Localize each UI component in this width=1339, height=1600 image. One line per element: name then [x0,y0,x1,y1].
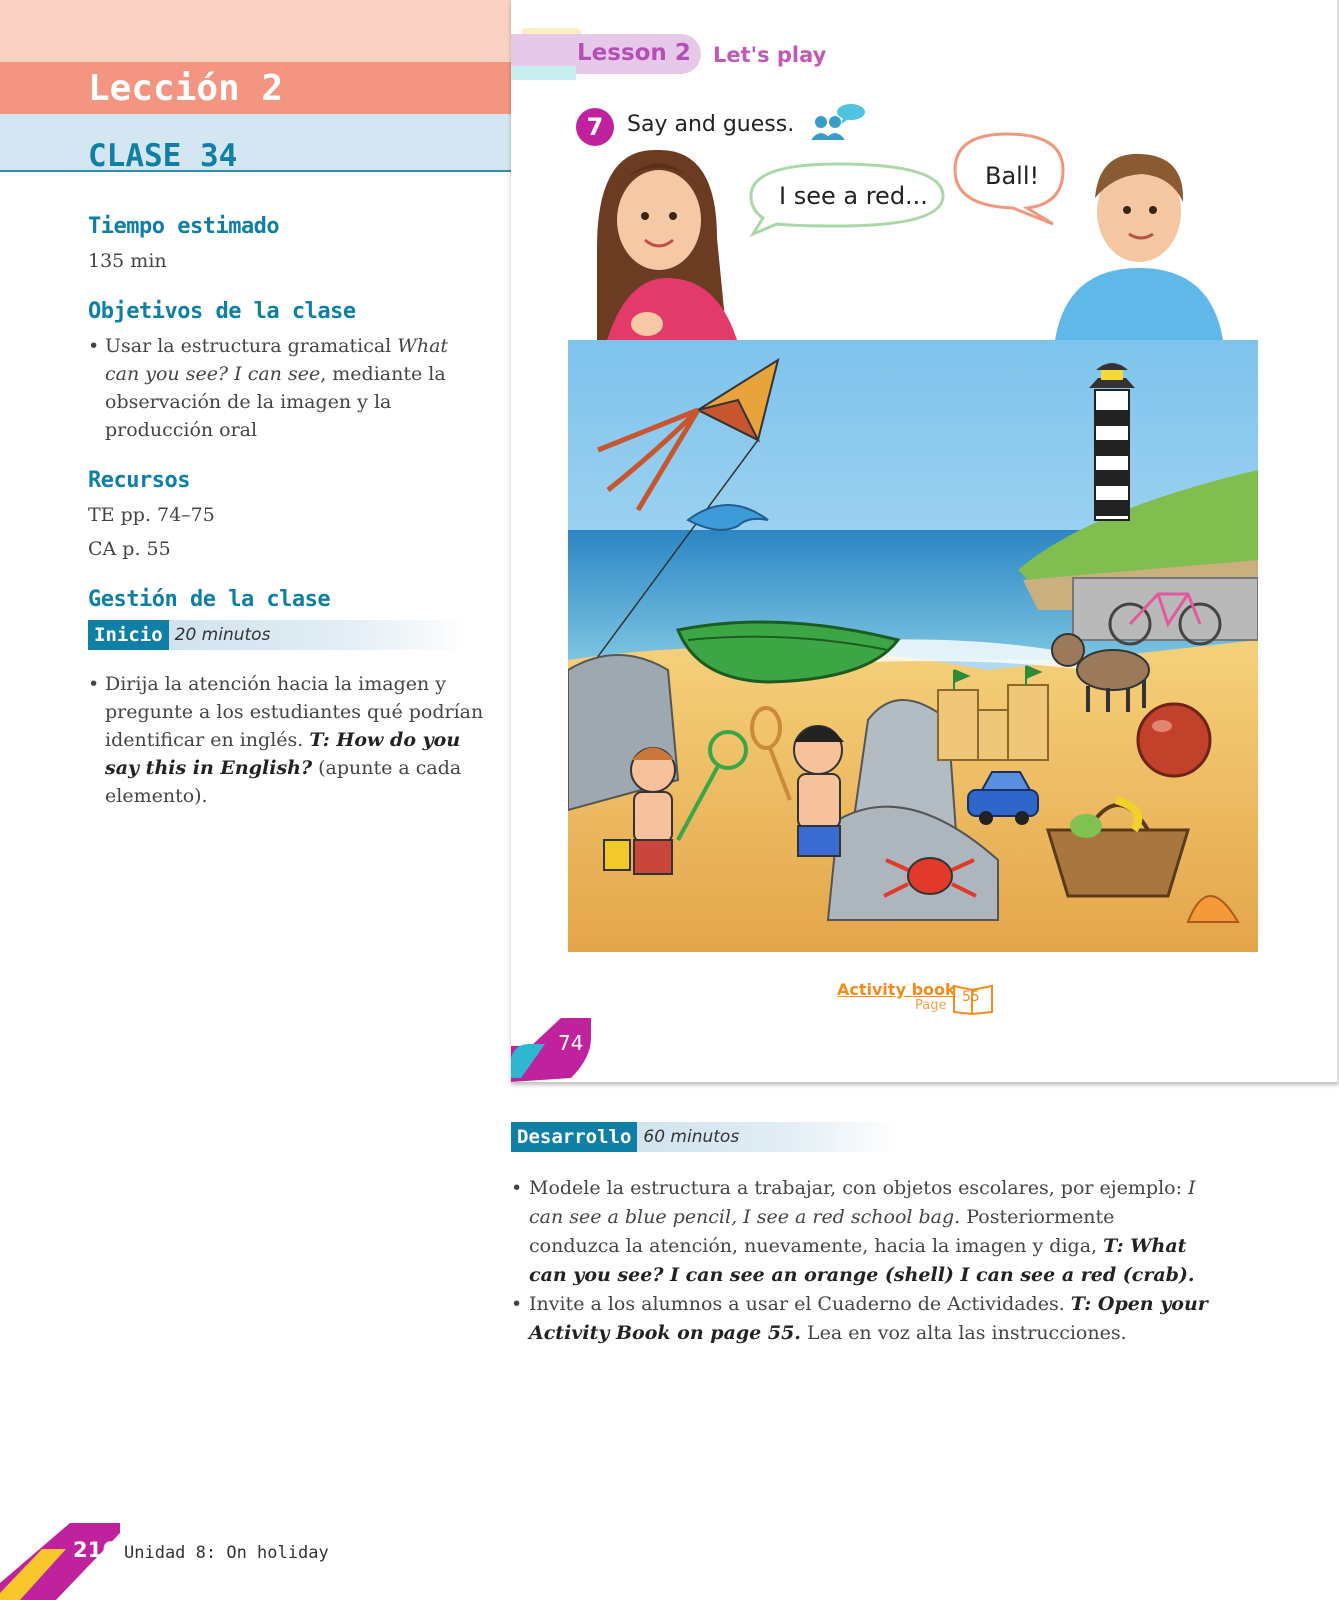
inicio-label: Inicio [88,620,169,650]
objetivo-text-suffix: , mediante la observación de la imagen y la producción oral [105,363,446,441]
inicio-text-end: (apunte a cada elemento). [105,757,462,807]
children-illustration [567,128,1243,340]
inicio-bold: T: How do you say this in English? [105,729,461,779]
header-band-clase [0,114,511,172]
activity-book-page-number: 55 [962,989,980,1005]
desarrollo-section [511,1122,1211,1348]
inicio-text: Dirija la atención hacia la imagen y pregunte a los estudiantes qué podrían identificar en inglés. [105,673,484,751]
objetivos-heading: Objetivos de la clase [88,299,356,324]
boy-figure [1055,154,1223,340]
desarrollo-item-2 [511,1290,1211,1348]
inicio-time: 20 minutos [169,620,469,650]
objetivo-text: Usar la estructura gramatical [105,335,398,357]
activity-book-page-label: Page [915,998,947,1013]
girl-speech-bubble [751,164,943,234]
tiempo-value: 135 min [88,250,167,272]
objetivos-list [88,332,488,444]
header-band-top [0,0,511,62]
recursos-line1: TE pp. 74–75 [88,504,215,526]
inicio-list [88,670,488,810]
lesson-name: Let's play [713,43,827,67]
inicio-phase [88,620,488,650]
girl-figure [597,150,737,340]
gestion-heading: Gestión de la clase [88,587,331,612]
lesson-number: Lesson 2 [577,40,691,66]
book-page-number: 74 [558,1031,584,1055]
desarrollo-label: Desarrollo [511,1122,637,1152]
desarrollo-b2-bold: T: Open your Activity Book on page 55. [529,1293,1208,1344]
recursos-line2: CA p. 55 [88,538,171,560]
boy-speech-bubble [955,134,1063,224]
tiempo-heading: Tiempo estimado [88,214,280,239]
objetivo-item [88,332,488,444]
exercise-number: 7 [576,108,614,146]
desarrollo-item-1 [511,1174,1211,1290]
desarrollo-list [511,1174,1211,1348]
desarrollo-time: 60 minutos [637,1122,897,1152]
desarrollo-b1-bold: T: What can you see? I can see an orange (shell) I can see a red (crab). [529,1235,1195,1286]
desarrollo-b1-italic: I can see a blue pencil, I see a red school bag. [529,1177,1196,1228]
clase-title: CLASE 34 [88,138,238,174]
girl-bubble-text: I see a red... [779,182,928,210]
exercise-instruction: Say and guess. [627,112,795,137]
boy-bubble-text: Ball! [985,162,1040,190]
desarrollo-b1-text: Modele la estructura a trabajar, con objetos escolares, por ejemplo: [529,1177,1189,1199]
inicio-item [88,670,488,810]
desarrollo-b2-text2: Lea en voz alta las instrucciones. [800,1322,1127,1344]
desarrollo-phase [511,1122,1211,1152]
objetivo-italic: What can you see? I can see [105,335,449,385]
recursos-heading: Recursos [88,468,190,493]
ball-icon [1138,704,1210,776]
lesson-tag-ribbon-blue [511,66,576,80]
desarrollo-b1-text2: Posteriormente conduzca la atención, nuevamente, hacia la imagen y diga, [529,1206,1115,1257]
student-book-page [511,0,1339,1082]
leccion-title: Lección 2 [88,68,284,109]
desarrollo-b2-text: Invite a los alumnos a usar el Cuaderno de Actividades. [529,1293,1071,1315]
footer-page-number: 216 [73,1538,117,1562]
activity-book-label: Activity book [837,980,956,999]
beach-scene-illustration [568,340,1258,952]
teacher-notes [88,214,488,810]
footer-unit-title: Unidad 8: On holiday [124,1543,329,1563]
